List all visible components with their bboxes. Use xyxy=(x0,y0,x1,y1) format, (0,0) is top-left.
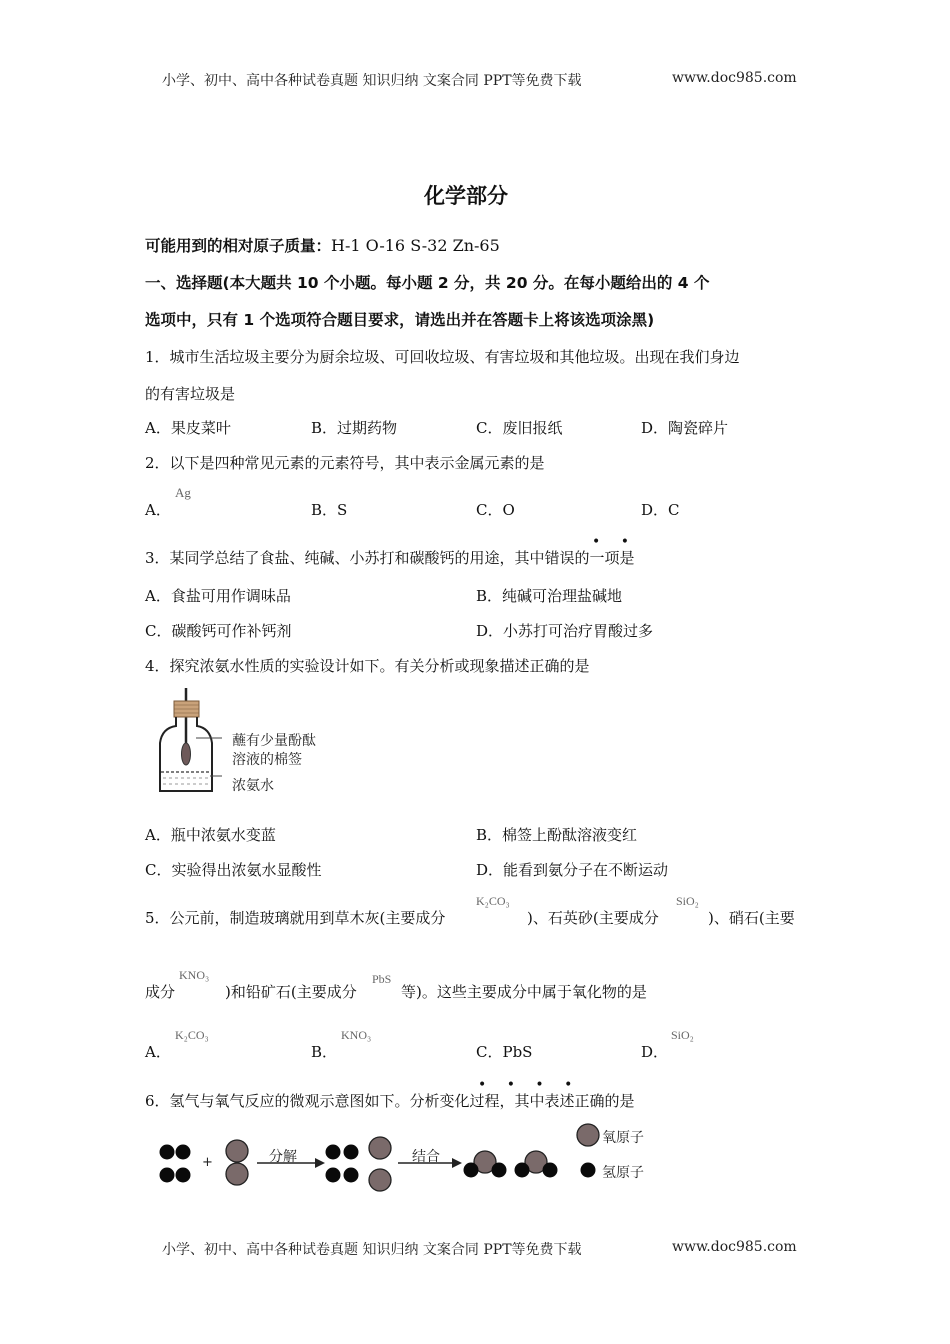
legend-hydrogen-icon xyxy=(581,1163,596,1178)
atomic-mass-line xyxy=(145,234,500,256)
q4-option-c: C．实验得出浓氨水显酸性 xyxy=(145,861,322,879)
section-heading-line1: 一、选择题(本大题共 10 个小题。每小题 2 分，共 20 分。在每小题给出的 4 个 xyxy=(145,274,710,292)
q2-option-a-formula: Ag xyxy=(175,485,191,500)
q4-stem: 4．探究浓氨水性质的实验设计如下。有关分析或现象描述正确的是 xyxy=(145,657,590,675)
hydrogen-atom xyxy=(492,1163,507,1178)
q4-option-d: D．能看到氨分子在不断运动 xyxy=(476,861,669,879)
legend-oxygen-label: 氧原子 xyxy=(602,1130,644,1146)
hydrogen-atom xyxy=(160,1145,175,1160)
q5-formula-kno3: KNO₃ xyxy=(179,968,210,982)
q5-option-b-formula: KNO₃ xyxy=(341,1028,372,1042)
figure-label-swab-line2: 溶液的棉签 xyxy=(232,752,302,768)
q5-option-a-prefix: A． xyxy=(145,1043,171,1061)
q5-stem-part1: 5．公元前，制造玻璃就用到草木灰(主要成分 xyxy=(145,909,446,927)
q5-formula-k2co3: K₂CO₃ xyxy=(476,894,510,908)
q5-stem-part4: 成分 xyxy=(145,983,176,1001)
hydrogen-atom xyxy=(176,1168,191,1183)
hydrogen-atom xyxy=(326,1168,341,1183)
hydrogen-atom xyxy=(160,1168,175,1183)
q5-option-d-formula: SiO₂ xyxy=(671,1028,694,1042)
oxygen-atom xyxy=(226,1140,248,1162)
q1-option-b: B．过期药物 xyxy=(311,419,398,437)
legend-oxygen-icon xyxy=(577,1124,599,1146)
q2-option-b: B．S xyxy=(311,501,348,519)
atomic-mass-label: 可能用到的相对原子质量： xyxy=(145,237,332,255)
q5-stem-part2: )、石英砂(主要成分 xyxy=(527,909,659,927)
hydrogen-atom xyxy=(176,1145,191,1160)
page-footer-text: 小学、初中、高中各种试卷真题 知识归纳 文案合同 PPT等免费下载 xyxy=(162,1242,582,1258)
q2-option-d: D．C xyxy=(641,501,680,519)
q3-option-a: A．食盐可用作调味品 xyxy=(145,587,291,605)
q1-option-c: C．废旧报纸 xyxy=(476,419,563,437)
q5-formula-pbs: PbS xyxy=(372,972,392,986)
step-label-decompose: 分解 xyxy=(269,1149,297,1165)
q5-formula-sio2: SiO₂ xyxy=(676,894,699,908)
step-label-combine: 结合 xyxy=(412,1149,440,1165)
hydrogen-atom xyxy=(344,1168,359,1183)
q5-stem-part3: )、硝石(主要 xyxy=(708,909,795,927)
q4-option-b: B．棉签上酚酞溶液变红 xyxy=(476,826,638,844)
section-heading-line2: 选项中，只有 1 个选项符合题目要求，请选出并在答题卡上将该选项涂黑) xyxy=(145,311,655,329)
q1-option-d: D．陶瓷碎片 xyxy=(641,419,729,437)
q3-emphasis-dots: • • xyxy=(592,534,637,550)
q3-stem: 3．某同学总结了食盐、纯碱、小苏打和碳酸钙的用途，其中错误的一项是 xyxy=(145,549,635,567)
q6-stem: 6．氢气与氧气反应的微观示意图如下。分析变化过程，其中表述正确的是 xyxy=(145,1092,635,1110)
q1-stem-line1: 1．城市生活垃圾主要分为厨余垃圾、可回收垃圾、有害垃圾和其他垃圾。出现在我们身边 xyxy=(145,348,740,366)
q5-option-b-prefix: B． xyxy=(311,1043,338,1061)
q5-stem-part5: )和铅矿石(主要成分 xyxy=(225,983,357,1001)
q5-option-a-formula: K₂CO₃ xyxy=(175,1028,209,1042)
hydrogen-atom xyxy=(464,1163,479,1178)
q3-option-c: C．碳酸钙可作补钙剂 xyxy=(145,622,292,640)
reaction-diagram xyxy=(155,1125,665,1195)
q6-emphasis-dots: • • • • xyxy=(478,1077,581,1093)
oxygen-atom xyxy=(369,1137,391,1159)
q1-stem-line2: 的有害垃圾是 xyxy=(145,385,236,403)
hydrogen-atom xyxy=(326,1145,341,1160)
page-header-url[interactable]: www.doc985.com xyxy=(672,70,797,86)
hydrogen-atom xyxy=(515,1163,530,1178)
oxygen-atom xyxy=(226,1163,248,1185)
q5-option-c: C．PbS xyxy=(476,1043,533,1061)
ammonia-bottle-figure xyxy=(150,688,230,798)
q2-stem: 2．以下是四种常见元素的元素符号，其中表示金属元素的是 xyxy=(145,454,545,472)
q4-option-a: A．瓶中浓氨水变蓝 xyxy=(145,826,276,844)
figure-label-swab-line1: 蘸有少量酚酞 xyxy=(232,733,316,749)
q2-option-a-prefix: A． xyxy=(145,501,171,519)
page-footer-url[interactable]: www.doc985.com xyxy=(672,1239,797,1255)
legend-hydrogen-label: 氢原子 xyxy=(602,1165,644,1181)
oxygen-atom xyxy=(369,1169,391,1191)
hydrogen-atom xyxy=(344,1145,359,1160)
q1-option-a: A．果皮菜叶 xyxy=(145,419,231,437)
atomic-mass-values: H-1 O-16 S-32 Zn-65 xyxy=(331,236,500,255)
cotton-swab xyxy=(182,743,191,765)
q5-stem-part6: 等)。这些主要成分中属于氧化物的是 xyxy=(401,983,647,1001)
reaction-plus-sign: + xyxy=(202,1155,213,1170)
page-title: 化学部分 xyxy=(424,184,508,208)
q3-option-d: D．小苏打可治疗胃酸过多 xyxy=(476,622,654,640)
q3-option-b: B．纯碱可治理盐碱地 xyxy=(476,587,623,605)
q5-option-d-prefix: D． xyxy=(641,1043,669,1061)
page-header-text: 小学、初中、高中各种试卷真题 知识归纳 文案合同 PPT等免费下载 xyxy=(162,73,582,89)
figure-label-ammonia: 浓氨水 xyxy=(232,778,274,794)
q2-option-c: C．O xyxy=(476,501,515,519)
hydrogen-atom xyxy=(543,1163,558,1178)
